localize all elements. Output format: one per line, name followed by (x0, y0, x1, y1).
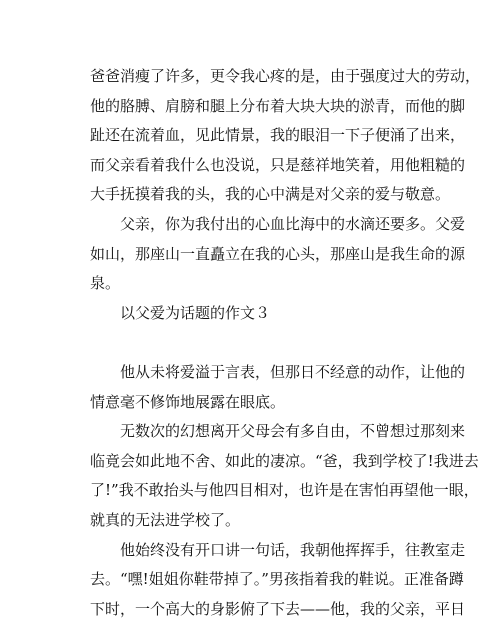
section-heading (90, 299, 420, 329)
paragraph (90, 536, 420, 624)
text-line: 就真的无法进学校了。 (90, 506, 420, 536)
text-line: 去。“嘿!姐姐你鞋带掉了。”男孩指着我的鞋说。正准备蹲 (90, 565, 420, 595)
blank-line (90, 328, 420, 358)
text-line: 情意毫不修饰地展露在眼底。 (90, 388, 420, 418)
text-line: 他从未将爱溢于言表，但那日不经意的动作，让他的 (90, 358, 420, 388)
text-line: 他始终没有开口讲一句话，我朝他挥挥手，往教室走 (90, 536, 420, 566)
text-line: 了!”我不敢抬头与他四目相对，也许是在害怕再望他一眼， (90, 476, 420, 506)
text-line: 而父亲看着我什么也没说，只是慈祥地笑着，用他粗糙的 (90, 151, 420, 181)
paragraph (90, 358, 420, 417)
paragraph (90, 417, 420, 535)
article-body (90, 62, 420, 624)
text-line: 父亲，你为我付出的心血比海中的水滴还要多。父爱 (90, 210, 420, 240)
text-line: 他的胳膊、肩膀和腿上分布着大块大块的淤青，而他的脚 (90, 92, 420, 122)
text-line: 大手抚摸着我的头，我的心中满是对父亲的爱与敬意。 (90, 180, 420, 210)
text-line: 泉。 (90, 269, 420, 299)
text-line: 临竟会如此地不舍、如此的凄凉。“爸，我到学校了!我进去 (90, 447, 420, 477)
text-line: 如山，那座山一直矗立在我的心头，那座山是我生命的源 (90, 240, 420, 270)
text-line: 爸爸消瘦了许多，更令我心疼的是，由于强度过大的劳动， (90, 62, 420, 92)
paragraph (90, 62, 420, 210)
text-line: 下时，一个高大的身影俯了下去——他，我的父亲，平日 (90, 595, 420, 624)
heading-text: 以父爱为话题的作文３ (90, 299, 420, 329)
text-line: 趾还在流着血，见此情景，我的眼泪一下子便涌了出来， (90, 121, 420, 151)
paragraph (90, 210, 420, 299)
text-line: 无数次的幻想离开父母会有多自由，不曾想过那刻来 (90, 417, 420, 447)
